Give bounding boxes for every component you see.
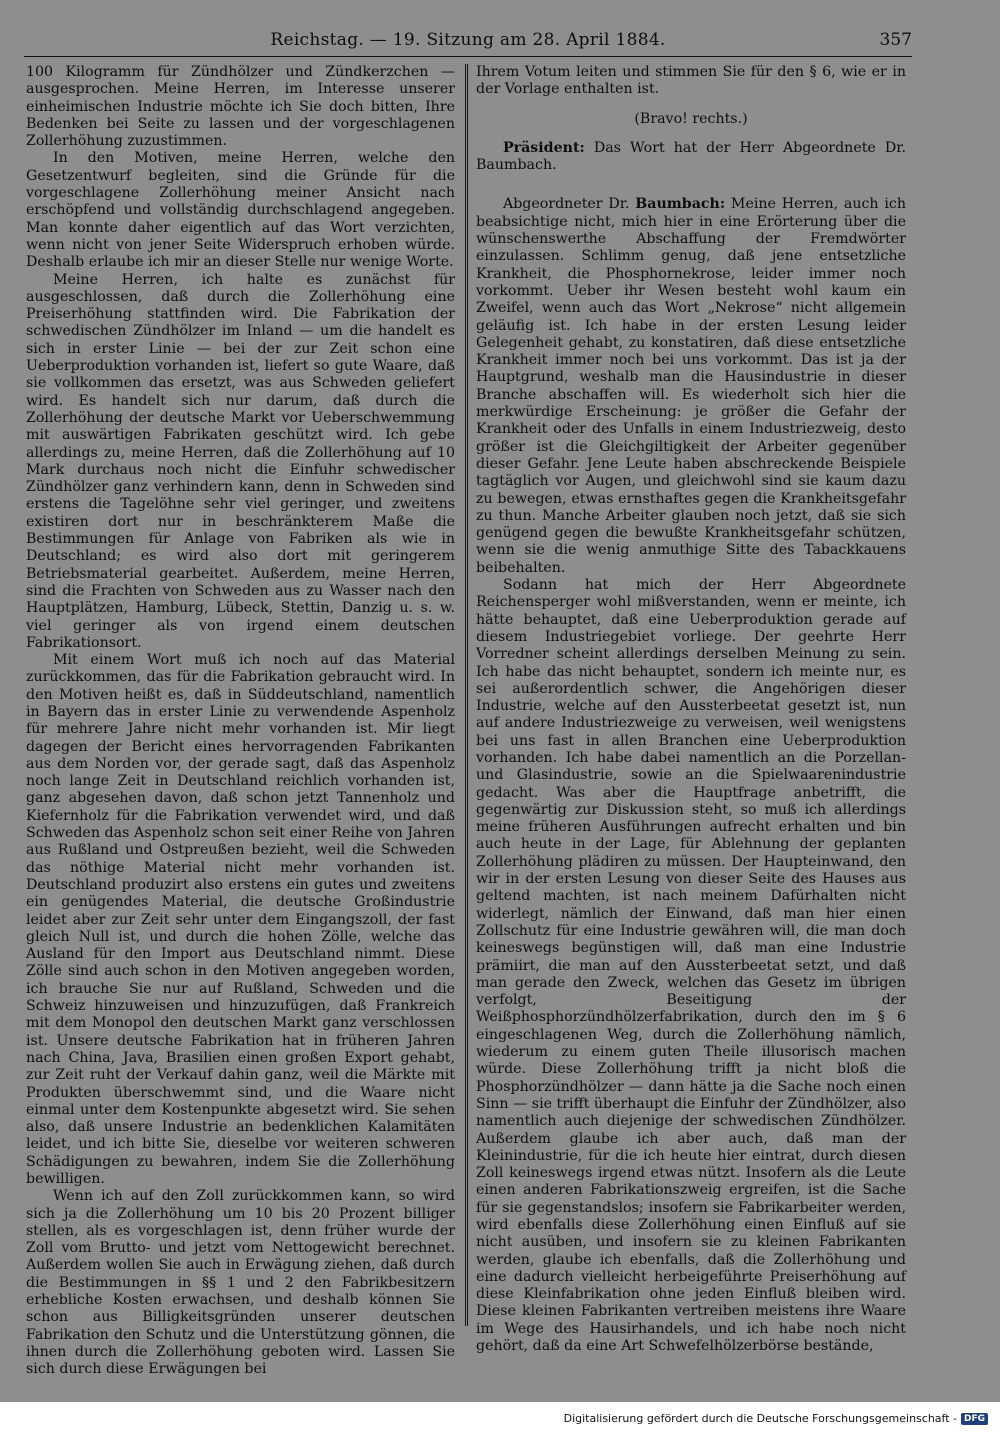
footer-credit xyxy=(564,1412,988,1425)
footer-text: Digitalisierung gefördert durch die Deutsche Forschungsgemeinschaft - xyxy=(563,1412,957,1425)
running-title: Reichstag. — 19. Sitzung am 28. April 1884. xyxy=(270,30,666,50)
left-column xyxy=(26,64,455,1378)
speaker-prefix: Abgeordneter Dr. xyxy=(502,196,630,213)
page-number: 357 xyxy=(879,30,912,50)
president-paragraph xyxy=(476,140,906,175)
speech-text: Meine Herren, auch ich beabsichtige nicht, mich hier in eine Erörterung über die wünschenswerthe Abschaffung der Fremdwörter einzulassen. Schlimm genug, daß jene entsetzliche Krankheit, die Phosphornekrose, leider immer noch vorkommt. Ueber ihr Wesen besteht wohl kaum ein Zweifel, wenn auch das Wort „Nekrose“ nicht allgemein geläufig ist. Ich habe in der ersten Lesung leider Gelegenheit gehabt, zu konstatiren, daß diese entsetzliche Krankheit immer noch bei uns vorkommt. Das ist ja der Hauptgrund, weshalb man die Hausindustrie in dieser Branche abschaffen will. Es wiederholt sich hier die merkwürdige Erscheinung: je größer die Gefahr der Krankheit oder des Unfalls in einem Industriezweig, desto größer ist die Gleichgiltigkeit der Arbeiter gegenüber dieser Gefahr. Jene Leute haben abschreckende Beispiele tagtäglich vor Augen, und gleichwohl sind sie kaum dazu zu bewegen, etwas ernsthaftes gegen die Krankheitsgefahr zu thun. Manche Arbeiter glauben noch jetzt, daß sie sich genügend gegen die bewußte Krankheitsgefahr schützen, wenn sie die wenig anmuthige Sitte des Tabackkauens beibehalten. xyxy=(476,196,906,576)
paragraph: Ihrem Votum leiten und stimmen Sie für den § 6, wie er in der Vorlage enthalten ist. xyxy=(476,64,906,98)
speech-paragraph xyxy=(476,196,906,577)
dfg-logo: DFG xyxy=(961,1413,988,1425)
president-text: Das Wort hat der Herr Abgeordnete Dr. Baumbach. xyxy=(476,139,907,174)
paragraph: 100 Kilogramm für Zündhölzer und Zündkerzchen — ausgesprochen. Meine Herren, im Interesse unserer einheimischen Industrie möchte ich Sie doch bitten, Ihre Bedenken bei Seite zu lassen und der vorgeschlagenen Zollerhöhung zuzustimmen. xyxy=(26,64,455,150)
column-divider xyxy=(465,64,468,1326)
speaker-name: Baumbach: xyxy=(635,196,726,213)
paragraph: Mit einem Wort muß ich noch auf das Material zurückkommen, das für die Fabrikation gebraucht wird. In den Motiven heißt es, daß in Süddeutschland, namentlich in Bayern das in erster Linie zu verwendende Aspenholz für mehrere Jahre nicht mehr vorhanden ist. Mir liegt dagegen der Bericht eines hervorragenden Fabrikanten aus dem Norden vor, der gerade sagt, daß das Aspenholz noch lange Zeit in Deutschland reichlich vorhanden ist, ganz abgesehen davon, daß schon jetzt Tannenholz und Kiefernholz für die Fabrikation verwendet wird, und daß Schweden das Aspenholz schon seit einer Reihe von Jahren aus Rußland und Ostpreußen bezieht, weil die Schweden das nöthige Material nicht mehr vorhanden ist. Deutschland produzirt also erstens ein gutes und zweitens ein genügendes Material, die deutsche Großindustrie leidet aber zur Zeit sehr unter dem Eingangszoll, der fast gleich Null ist, und durch die hohen Zölle, welche das Ausland für den Import aus Deutschland nimmt. Diese Zölle sind auch schon in den Motiven angegeben worden, ich brauche Sie nur auf Rußland, Schweden und die Schweiz hinzuweisen und hinzuzufügen, daß Frankreich mit dem Monopol den deutschen Markt ganz verschlossen ist. Unsere deutsche Fabrikation hat in früheren Jahren nach China, Java, Brasilien einen großen Export gehabt, zur Zeit ruht der Verkauf dahin ganz, weil die Märkte mit Produkten überschwemmt sind, und die Waare nicht einmal unter dem Kostenpunkte abgesetzt wird. Sie sehen also, daß unsere Industrie an bedenklichen Kalamitäten leidet, und ich bitte Sie, dieselbe vor weiteren schweren Schädigungen zu bewahren, indem Sie die Zollerhöhung bewilligen. xyxy=(26,652,455,1187)
paragraph: Meine Herren, ich halte es zunächst für ausgeschlossen, daß durch die Zollerhöhung eine Preiserhöhung stattfinden wird. Die Fabrikation der schwedischen Zündhölzer im Inland — um die handelt es sich in erster Linie — bei der zur Zeit schon eine Ueberproduktion vorhanden ist, liefert so gute Waare, daß sie vollkommen das ersetzt, was aus Schweden geliefert wird. Es handelt sich nur darum, daß durch die Zollerhöhung der deutsche Markt vor Ueberschwemmung mit auswärtigen Fabrikaten geschützt wird. Ich gebe allerdings zu, meine Herren, daß die Zollerhöhung auf 10 Mark durchaus noch nicht die Einfuhr schwedischer Zündhölzer ganz verhindern kann, denn in Schweden sind erstens die Tagelöhne sehr viel geringer, und zweitens existiren dort nur in beschränkterem Maße die Bestimmungen für Anlage von Fabriken als wie in Deutschland; es wird also dort mit geringerem Betriebsmaterial gearbeitet. Außerdem, meine Herren, sind die Frachten von Schweden aus zu Wasser nach den Hauptplätzen, Hamburg, Lübeck, Stettin, Danzig u. s. w. viel geringer als von irgend einem deutschen Fabrikationsort. xyxy=(26,271,455,651)
page-header xyxy=(24,30,912,54)
applause-note: (Bravo! rechts.) xyxy=(634,110,748,127)
president-label: Präsident: xyxy=(502,139,585,156)
paragraph: Sodann hat mich der Herr Abgeordnete Reichensperger wohl mißverstanden, wenn er meinte, ich hätte behauptet, daß eine Ueberproduktion gerade auf diesem Industriegebiet vorliege. Der geehrte Herr Vorredner scheint allerdings derselben Meinung zu sein. Ich habe das nicht behauptet, sondern ich meinte nur, es sei außerordentlich schwer, die Angehörigen dieser Industrie, welche auf den Aussterbeetat gesetzt ist, nun auf andere Industriezweige zu verweisen, weil wenigstens bei uns fast in allen Branchen eine Ueberproduktion vorhanden. Ich habe dabei namentlich an die Porzellan- und Glasindustrie, sowie an die Spielwaarenindustrie gedacht. Was aber die Hauptfrage anbetrifft, die gegenwärtig zur Diskussion steht, so muß ich allerdings meine früheren Ausführungen aufrecht erhalten und bin auch heute in der Lage, für Ablehnung der geplanten Zollerhöhung plädiren zu müssen. Der Haupteinwand, den wir in der ersten Lesung von dieser Seite des Hauses aus geltend machten, ist nach meinem Dafürhalten nicht widerlegt, nämlich der Einwand, daß man hier einen Zollschutz für eine Industrie gewähren will, die man doch keineswegs begünstigen will, daß man eine Industrie prämiirt, die man auf den Aussterbeetat setzt, und daß man gerade den Zweck, welchen das Gesetz im übrigen verfolgt, Beseitigung der Weißphosphorzündhölzerfabrikation, durch den im § 6 eingeschlagenen Weg, durch die Zollerhöhung nämlich, wiederum zu einem guten Theile illusorisch machen würde. Diese Zollerhöhung trifft ja nicht bloß die Phosphorzündhölzer — dann hätte ja die Sache noch einen Sinn — sie trifft überhaupt die Einfuhr der Zündhölzer, also namentlich auch diejenige der schwedischen Zündhölzer. Außerdem glaube ich aber auch, daß man der Kleinindustrie, für die ich heute hier eintrat, durch diesen Zoll keineswegs irgend etwas nützt. Insofern als die Leute einen anderen Fabrikationszweig ergreifen, ist die Sache für sie gegenstandslos; insofern sie Fabrikarbeiter werden, wird ebenfalls diese Zollerhöhung einen Einfluß auf sie nicht ausüben, und insofern sie zu kleinen Fabrikanten werden, glaube ich ebenfalls, daß die Zollerhöhung und eine dadurch vielleicht herbeigeführte Preiserhöhung auf diese Kleinfabrikation ohne jeden Einfluß bleiben wird. Diese kleinen Fabrikanten vertreiben meistens ihre Waare im Wege des Hausirhandels, und ich habe noch nicht gehört, daß da eine Art Schwefelhölzerbörse bestände, xyxy=(476,577,906,1355)
paragraph: In den Motiven, meine Herren, welche den Gesetzentwurf begleiten, sind die Gründe für die vorgeschlagene Zollerhöhung meiner Ansicht nach erschöpfend und vollständig durchschlagend angegeben. Man konnte daher eigentlich auf das Wort verzichten, wenn nicht von jener Seite Widerspruch erhoben würde. Deshalb erlaube ich mir an dieser Stelle nur wenige Worte. xyxy=(26,150,455,271)
right-column xyxy=(476,64,907,1355)
header-rule xyxy=(24,56,912,57)
paragraph: Wenn ich auf den Zoll zurückkommen kann, so wird sich ja die Zollerhöhung um 10 bis 20 Prozent billiger stellen, als es vorgeschlagen ist, denn früher wurde der Zoll vom Brutto- und jetzt vom Nettogewicht berechnet. Außerdem wollen Sie auch in Erwägung ziehen, daß durch die Bestimmungen in §§ 1 und 2 den Fabrikbesitzern erhebliche Kosten erwachsen, und deshalb können Sie schon aus Billigkeitsgründen unserer deutschen Fabrikation den Schutz und die Unterstützung gönnen, die ihnen durch die Zollerhöhung geboten wird. Lassen Sie sich durch diese Erwägungen bei xyxy=(26,1188,455,1378)
